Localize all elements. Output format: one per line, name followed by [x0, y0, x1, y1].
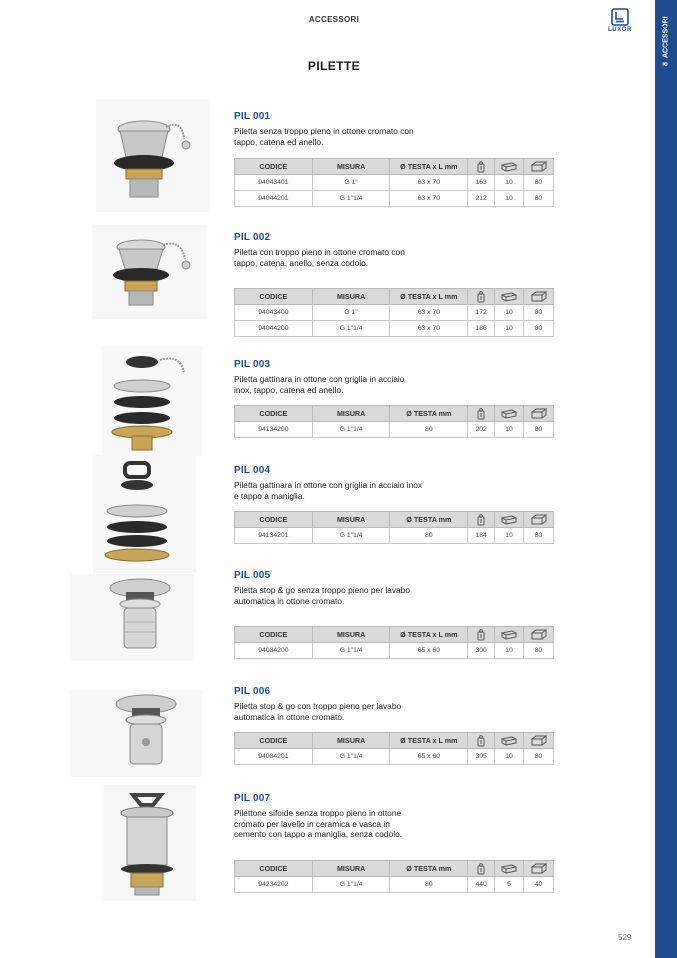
column-header-weight-icon [468, 861, 495, 877]
column-header: CODICE [235, 406, 313, 422]
product-code: PIL 002 [234, 232, 271, 243]
table-cell: 10 [495, 422, 524, 438]
table-cell: 94134200 [235, 422, 313, 438]
column-header: CODICE [235, 627, 313, 643]
table-row [235, 528, 554, 544]
column-header: CODICE [235, 512, 313, 528]
column-header: Ø TESTA mm [390, 512, 468, 528]
column-header: Ø TESTA x L mm [390, 733, 468, 749]
box-icon [531, 863, 547, 872]
product-description: Piletta stop & go con troppo pieno per lavabo automatica in ottone cromato. [234, 701, 402, 722]
table-row [235, 191, 554, 207]
column-header-box-icon [524, 861, 554, 877]
weight-icon [476, 514, 486, 523]
table-cell: 80 [524, 528, 554, 544]
pack-icon [501, 291, 517, 300]
weight-icon [476, 629, 486, 638]
table-cell: G 1"1/4 [312, 528, 390, 544]
column-header-weight-icon [468, 406, 495, 422]
table-cell: 80 [390, 422, 468, 438]
product-description: Piletta con troppo pieno in ottone cromato con tappo, catena, anello, senza codolo. [234, 247, 405, 268]
table-cell: 94044200 [235, 321, 313, 337]
table-cell: 5 [495, 877, 524, 893]
table-row [235, 305, 554, 321]
table-cell: 300 [468, 643, 495, 659]
table-cell: 63 x 70 [390, 175, 468, 191]
table-cell: 10 [495, 749, 524, 765]
product-description: Piletta stop & go senza troppo pieno per lavabo automatica in ottone cromato. [234, 585, 410, 606]
table-cell: G 1"1/4 [312, 749, 390, 765]
column-header-box-icon [524, 627, 554, 643]
brand-name: LUXOR [608, 27, 632, 33]
side-tab-text: ACCESSORI [662, 16, 670, 59]
table-cell: 10 [495, 191, 524, 207]
section-header: ACCESSORI [308, 15, 360, 24]
page-number: 529 [618, 933, 632, 942]
pack-icon [501, 629, 517, 638]
brand-logo [601, 8, 639, 33]
column-header: CODICE [235, 289, 313, 305]
table-header-row [235, 733, 554, 749]
column-header-box-icon [524, 159, 554, 175]
product-code: PIL 007 [234, 793, 271, 804]
table-row [235, 422, 554, 438]
column-header: MISURA [312, 627, 390, 643]
spec-table [234, 626, 554, 659]
product-description: Piletta gattinara in ottone con griglia in acciaio inox, tappo, catena ed anello. [234, 374, 405, 395]
table-cell: 10 [495, 305, 524, 321]
column-header: MISURA [312, 733, 390, 749]
product-image-pil-007 [103, 785, 196, 901]
table-header-row [235, 861, 554, 877]
table-cell: 65 x 60 [390, 749, 468, 765]
table-cell: 186 [468, 321, 495, 337]
table-cell: 80 [524, 643, 554, 659]
column-header-pack-icon [495, 406, 524, 422]
weight-icon [476, 291, 486, 300]
table-cell: 184 [468, 528, 495, 544]
box-icon [531, 735, 547, 744]
column-header-weight-icon [468, 627, 495, 643]
table-cell: 63 x 70 [390, 305, 468, 321]
luxor-logo-icon [611, 8, 629, 26]
table-cell: 80 [524, 321, 554, 337]
table-cell: 80 [524, 305, 554, 321]
spec-table [234, 511, 554, 544]
table-cell: G 1"1/4 [312, 877, 390, 893]
product-image-pil-002 [93, 225, 206, 319]
side-tab-label [659, 6, 673, 66]
box-icon [531, 408, 547, 417]
column-header: Ø TESTA x L mm [390, 289, 468, 305]
table-cell: 80 [524, 175, 554, 191]
table-header-row [235, 159, 554, 175]
column-header-pack-icon [495, 627, 524, 643]
product-image-pil-001 [96, 99, 210, 212]
weight-icon [476, 735, 486, 744]
column-header-pack-icon [495, 861, 524, 877]
column-header: MISURA [312, 159, 390, 175]
side-tab-number: 8 [662, 62, 670, 66]
column-header-box-icon [524, 289, 554, 305]
spec-table [234, 158, 554, 207]
column-header: Ø TESTA mm [390, 406, 468, 422]
column-header-weight-icon [468, 289, 495, 305]
table-row [235, 175, 554, 191]
product-code: PIL 003 [234, 359, 271, 370]
table-cell: 40 [524, 877, 554, 893]
spec-table [234, 405, 554, 438]
table-cell: 94043401 [235, 175, 313, 191]
product-image-pil-005 [70, 574, 194, 661]
weight-icon [476, 408, 486, 417]
product-description: Pilettone sifoide senza troppo pieno in ottone cromato per lavello in ceramica e vasca in cemento con tappo a maniglia, senza codolo. [234, 808, 403, 839]
table-cell: 172 [468, 305, 495, 321]
table-header-row [235, 512, 554, 528]
table-cell: 440 [468, 877, 495, 893]
column-header-weight-icon [468, 512, 495, 528]
column-header: CODICE [235, 159, 313, 175]
column-header-box-icon [524, 512, 554, 528]
table-header-row [235, 627, 554, 643]
table-cell: 80 [390, 877, 468, 893]
table-cell: 305 [468, 749, 495, 765]
column-header: CODICE [235, 861, 313, 877]
table-cell: 63 x 70 [390, 321, 468, 337]
table-cell: 94043400 [235, 305, 313, 321]
table-row [235, 643, 554, 659]
table-row [235, 749, 554, 765]
column-header: MISURA [312, 406, 390, 422]
table-cell: G 1"1/4 [312, 422, 390, 438]
table-row [235, 321, 554, 337]
table-cell: 212 [468, 191, 495, 207]
table-row [235, 877, 554, 893]
column-header: Ø TESTA mm [390, 861, 468, 877]
table-header-row [235, 406, 554, 422]
product-description: Piletta senza troppo pieno in ottone cromato con tappo, catena ed anello. [234, 126, 414, 147]
table-cell: 10 [495, 321, 524, 337]
column-header-box-icon [524, 733, 554, 749]
product-code: PIL 005 [234, 570, 271, 581]
spec-table [234, 732, 554, 765]
table-cell: 10 [495, 643, 524, 659]
column-header: CODICE [235, 733, 313, 749]
spec-table [234, 860, 554, 893]
product-code: PIL 006 [234, 686, 271, 697]
weight-icon [476, 161, 486, 170]
column-header-weight-icon [468, 159, 495, 175]
table-cell: G 1" [312, 175, 390, 191]
product-image-pil-006 [70, 690, 202, 777]
side-tab [655, 0, 677, 958]
table-cell: 202 [468, 422, 495, 438]
column-header: MISURA [312, 289, 390, 305]
column-header-weight-icon [468, 733, 495, 749]
table-cell: 80 [524, 191, 554, 207]
box-icon [531, 291, 547, 300]
table-header-row [235, 289, 554, 305]
column-header-pack-icon [495, 733, 524, 749]
pack-icon [501, 161, 517, 170]
column-header: MISURA [312, 512, 390, 528]
pack-icon [501, 735, 517, 744]
column-header: Ø TESTA x L mm [390, 627, 468, 643]
column-header-box-icon [524, 406, 554, 422]
box-icon [531, 629, 547, 638]
column-header-pack-icon [495, 512, 524, 528]
table-cell: 80 [524, 422, 554, 438]
table-cell: 10 [495, 175, 524, 191]
weight-icon [476, 863, 486, 872]
table-cell: 94084200 [235, 643, 313, 659]
table-cell: 80 [524, 749, 554, 765]
table-cell: 94134201 [235, 528, 313, 544]
product-code: PIL 001 [234, 111, 271, 122]
pack-icon [501, 408, 517, 417]
product-image-pil-004 [93, 455, 196, 573]
product-description: Piletta gattinara in ottone con griglia in acciaio inox e tappo a maniglia. [234, 480, 423, 501]
table-cell: 80 [390, 528, 468, 544]
page-title: PILETTE [307, 59, 361, 73]
pack-icon [501, 514, 517, 523]
box-icon [531, 161, 547, 170]
column-header-pack-icon [495, 159, 524, 175]
table-cell: G 1"1/4 [312, 321, 390, 337]
table-cell: 94084201 [235, 749, 313, 765]
table-cell: G 1"1/4 [312, 643, 390, 659]
product-image-pil-003 [102, 346, 202, 456]
table-cell: G 1" [312, 305, 390, 321]
table-cell: 163 [468, 175, 495, 191]
table-cell: 65 x 60 [390, 643, 468, 659]
table-cell: 94044201 [235, 191, 313, 207]
pack-icon [501, 863, 517, 872]
column-header-pack-icon [495, 289, 524, 305]
product-code: PIL 004 [234, 465, 271, 476]
table-cell: 10 [495, 528, 524, 544]
column-header: Ø TESTA x L mm [390, 159, 468, 175]
box-icon [531, 514, 547, 523]
table-cell: 63 x 70 [390, 191, 468, 207]
table-cell: G 1"1/4 [312, 191, 390, 207]
column-header: MISURA [312, 861, 390, 877]
table-cell: 94234202 [235, 877, 313, 893]
spec-table [234, 288, 554, 337]
